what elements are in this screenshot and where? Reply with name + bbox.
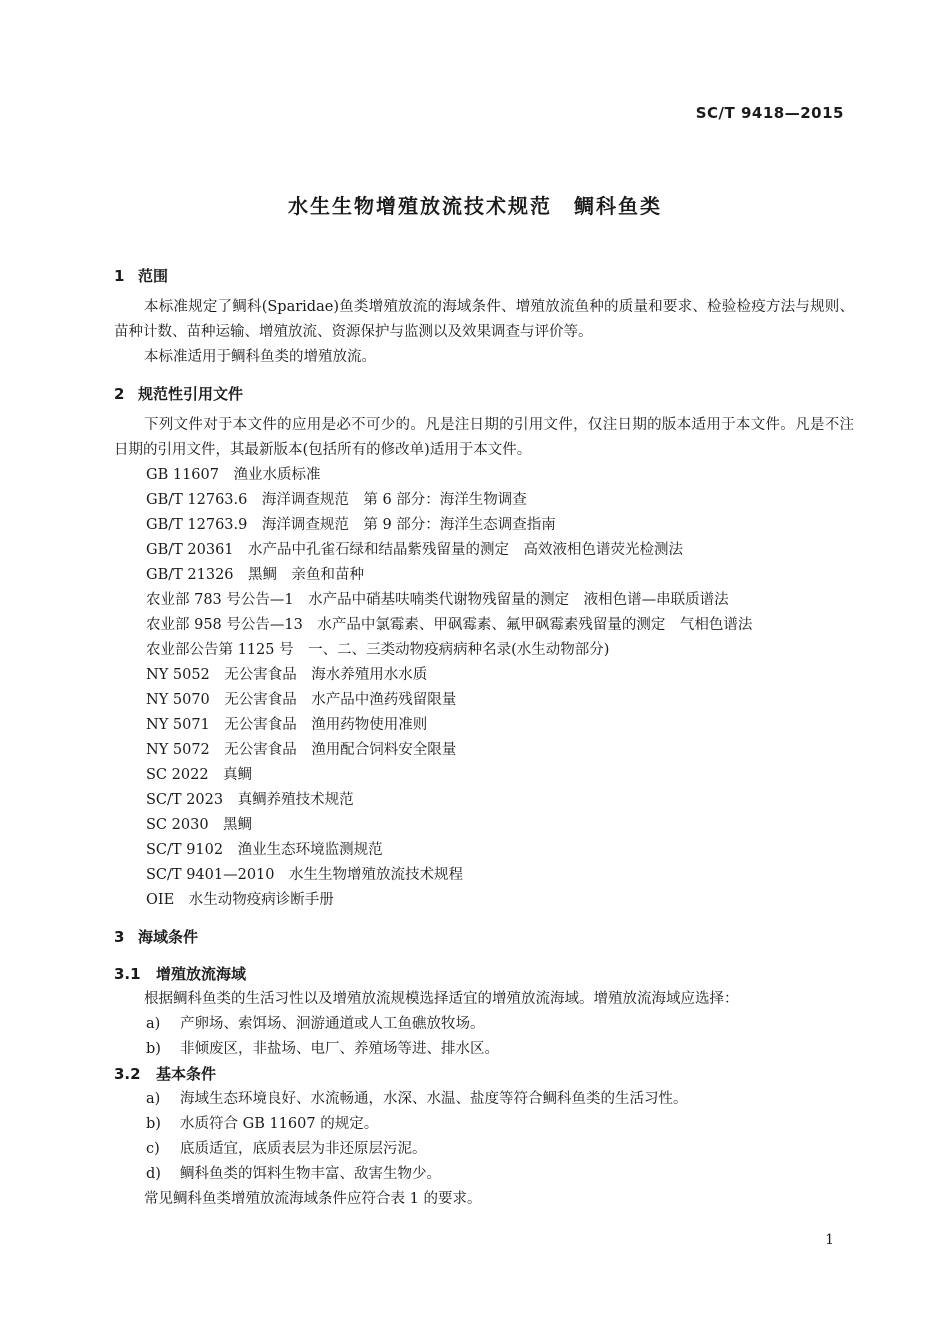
section-3-1-number: 3.1 <box>114 965 141 983</box>
section-3-2-title: 基本条件 <box>156 1065 217 1083</box>
list-item-text: 非倾废区，非盐场、电厂、养殖场等进、排水区。 <box>180 1041 499 1057</box>
section-1-title: 范围 <box>138 267 169 285</box>
reference-item: GB/T 12763.9 海洋调查规范 第 9 部分：海洋生态调查指南 <box>146 517 556 533</box>
reference-item: SC 2030 黑鲷 <box>146 817 253 833</box>
section-1-paragraph-1: 本标准规定了鲷科(Sparidae)鱼类增殖放流的海域条件、增殖放流鱼种的质量和要求、检验检疫方法与规则、苗种计数、苗种运输、增殖放流、资源保护与监测以及效果调查与评价等。 <box>114 299 854 340</box>
list-item-label: a) <box>146 1016 161 1032</box>
reference-item: OIE 水生动物疫病诊断手册 <box>146 892 334 908</box>
section-3-1-heading <box>114 962 854 987</box>
reference-item: GB/T 12763.6 海洋调查规范 第 6 部分：海洋生物调查 <box>146 492 527 508</box>
section-3-1-intro: 根据鲷科鱼类的生活习性以及增殖放流规模选择适宜的增殖放流海域。增殖放流海域应选择： <box>144 991 739 1007</box>
list-item-text: 鲷科鱼类的饵料生物丰富、敌害生物少。 <box>180 1166 441 1182</box>
section-2-title: 规范性引用文件 <box>138 385 244 403</box>
page-number: 1 <box>825 1232 834 1248</box>
section-3-title: 海域条件 <box>138 928 199 946</box>
list-item <box>114 1162 854 1187</box>
list-item-text: 海域生态环境良好、水流畅通，水深、水温、盐度等符合鲷科鱼类的生活习性。 <box>180 1091 688 1107</box>
list-item-label: b) <box>146 1041 161 1057</box>
document-title: 水生生物增殖放流技术规范 鲷科鱼类 <box>288 194 662 218</box>
list-item-text: 产卵场、索饵场、洄游通道或人工鱼礁放牧场。 <box>180 1016 485 1032</box>
list-item-label: b) <box>146 1116 161 1132</box>
section-1-number: 1 <box>114 267 125 285</box>
list-item-text: 底质适宜，底质表层为非还原层污泥。 <box>180 1141 427 1157</box>
reference-item: GB 11607 渔业水质标准 <box>146 467 321 483</box>
reference-item: NY 5072 无公害食品 渔用配合饲料安全限量 <box>146 742 457 758</box>
list-item-label: a) <box>146 1091 161 1107</box>
standard-code: SC/T 9418—2015 <box>695 104 844 122</box>
reference-item: GB/T 20361 水产品中孔雀石绿和结晶紫残留量的测定 高效液相色谱荧光检测法 <box>146 542 684 558</box>
section-1-paragraph-2: 本标准适用于鲷科鱼类的增殖放流。 <box>144 349 376 365</box>
list-item-label: d) <box>146 1166 161 1182</box>
list-item-text: 水质符合 GB 11607 的规定。 <box>180 1116 379 1132</box>
document-body <box>114 264 854 1212</box>
reference-item: NY 5071 无公害食品 渔用药物使用准则 <box>146 717 428 733</box>
reference-item: SC 2022 真鲷 <box>146 767 253 783</box>
section-3-2-number: 3.2 <box>114 1065 141 1083</box>
list-item <box>114 1037 854 1062</box>
list-item <box>114 1012 854 1037</box>
list-item <box>114 1112 854 1137</box>
reference-item: 农业部 958 号公告—13 水产品中氯霉素、甲砜霉素、氟甲砜霉素残留量的测定 气相色谱法 <box>146 617 753 633</box>
reference-item: GB/T 21326 黑鲷 亲鱼和苗种 <box>146 567 365 583</box>
list-item-label: c) <box>146 1141 160 1157</box>
section-3-number: 3 <box>114 928 125 946</box>
section-2-intro: 下列文件对于本文件的应用是必不可少的。凡是注日期的引用文件，仅注日期的版本适用于本文件。凡是不注日期的引用文件，其最新版本(包括所有的修改单)适用于本文件。 <box>114 417 854 458</box>
list-item <box>114 1137 854 1162</box>
section-2-heading <box>114 382 854 407</box>
reference-item: SC/T 2023 真鲷养殖技术规范 <box>146 792 354 808</box>
list-item <box>114 1087 854 1112</box>
section-2-number: 2 <box>114 385 125 403</box>
reference-item: NY 5052 无公害食品 海水养殖用水水质 <box>146 667 428 683</box>
section-1-heading <box>114 264 854 289</box>
section-3-2-heading <box>114 1062 854 1087</box>
reference-item: SC/T 9401—2010 水生生物增殖放流技术规程 <box>146 867 463 883</box>
reference-item: SC/T 9102 渔业生态环境监测规范 <box>146 842 383 858</box>
section-3-2-closing: 常见鲷科鱼类增殖放流海域条件应符合表 1 的要求。 <box>144 1191 482 1207</box>
section-3-1-title: 增殖放流海域 <box>156 965 247 983</box>
section-3-heading <box>114 925 854 950</box>
reference-item: NY 5070 无公害食品 水产品中渔药残留限量 <box>146 692 457 708</box>
reference-item: 农业部 783 号公告—1 水产品中硝基呋喃类代谢物残留量的测定 液相色谱—串联质谱法 <box>146 592 729 608</box>
reference-item: 农业部公告第 1125 号 一、二、三类动物疫病病种名录(水生动物部分) <box>146 642 610 658</box>
